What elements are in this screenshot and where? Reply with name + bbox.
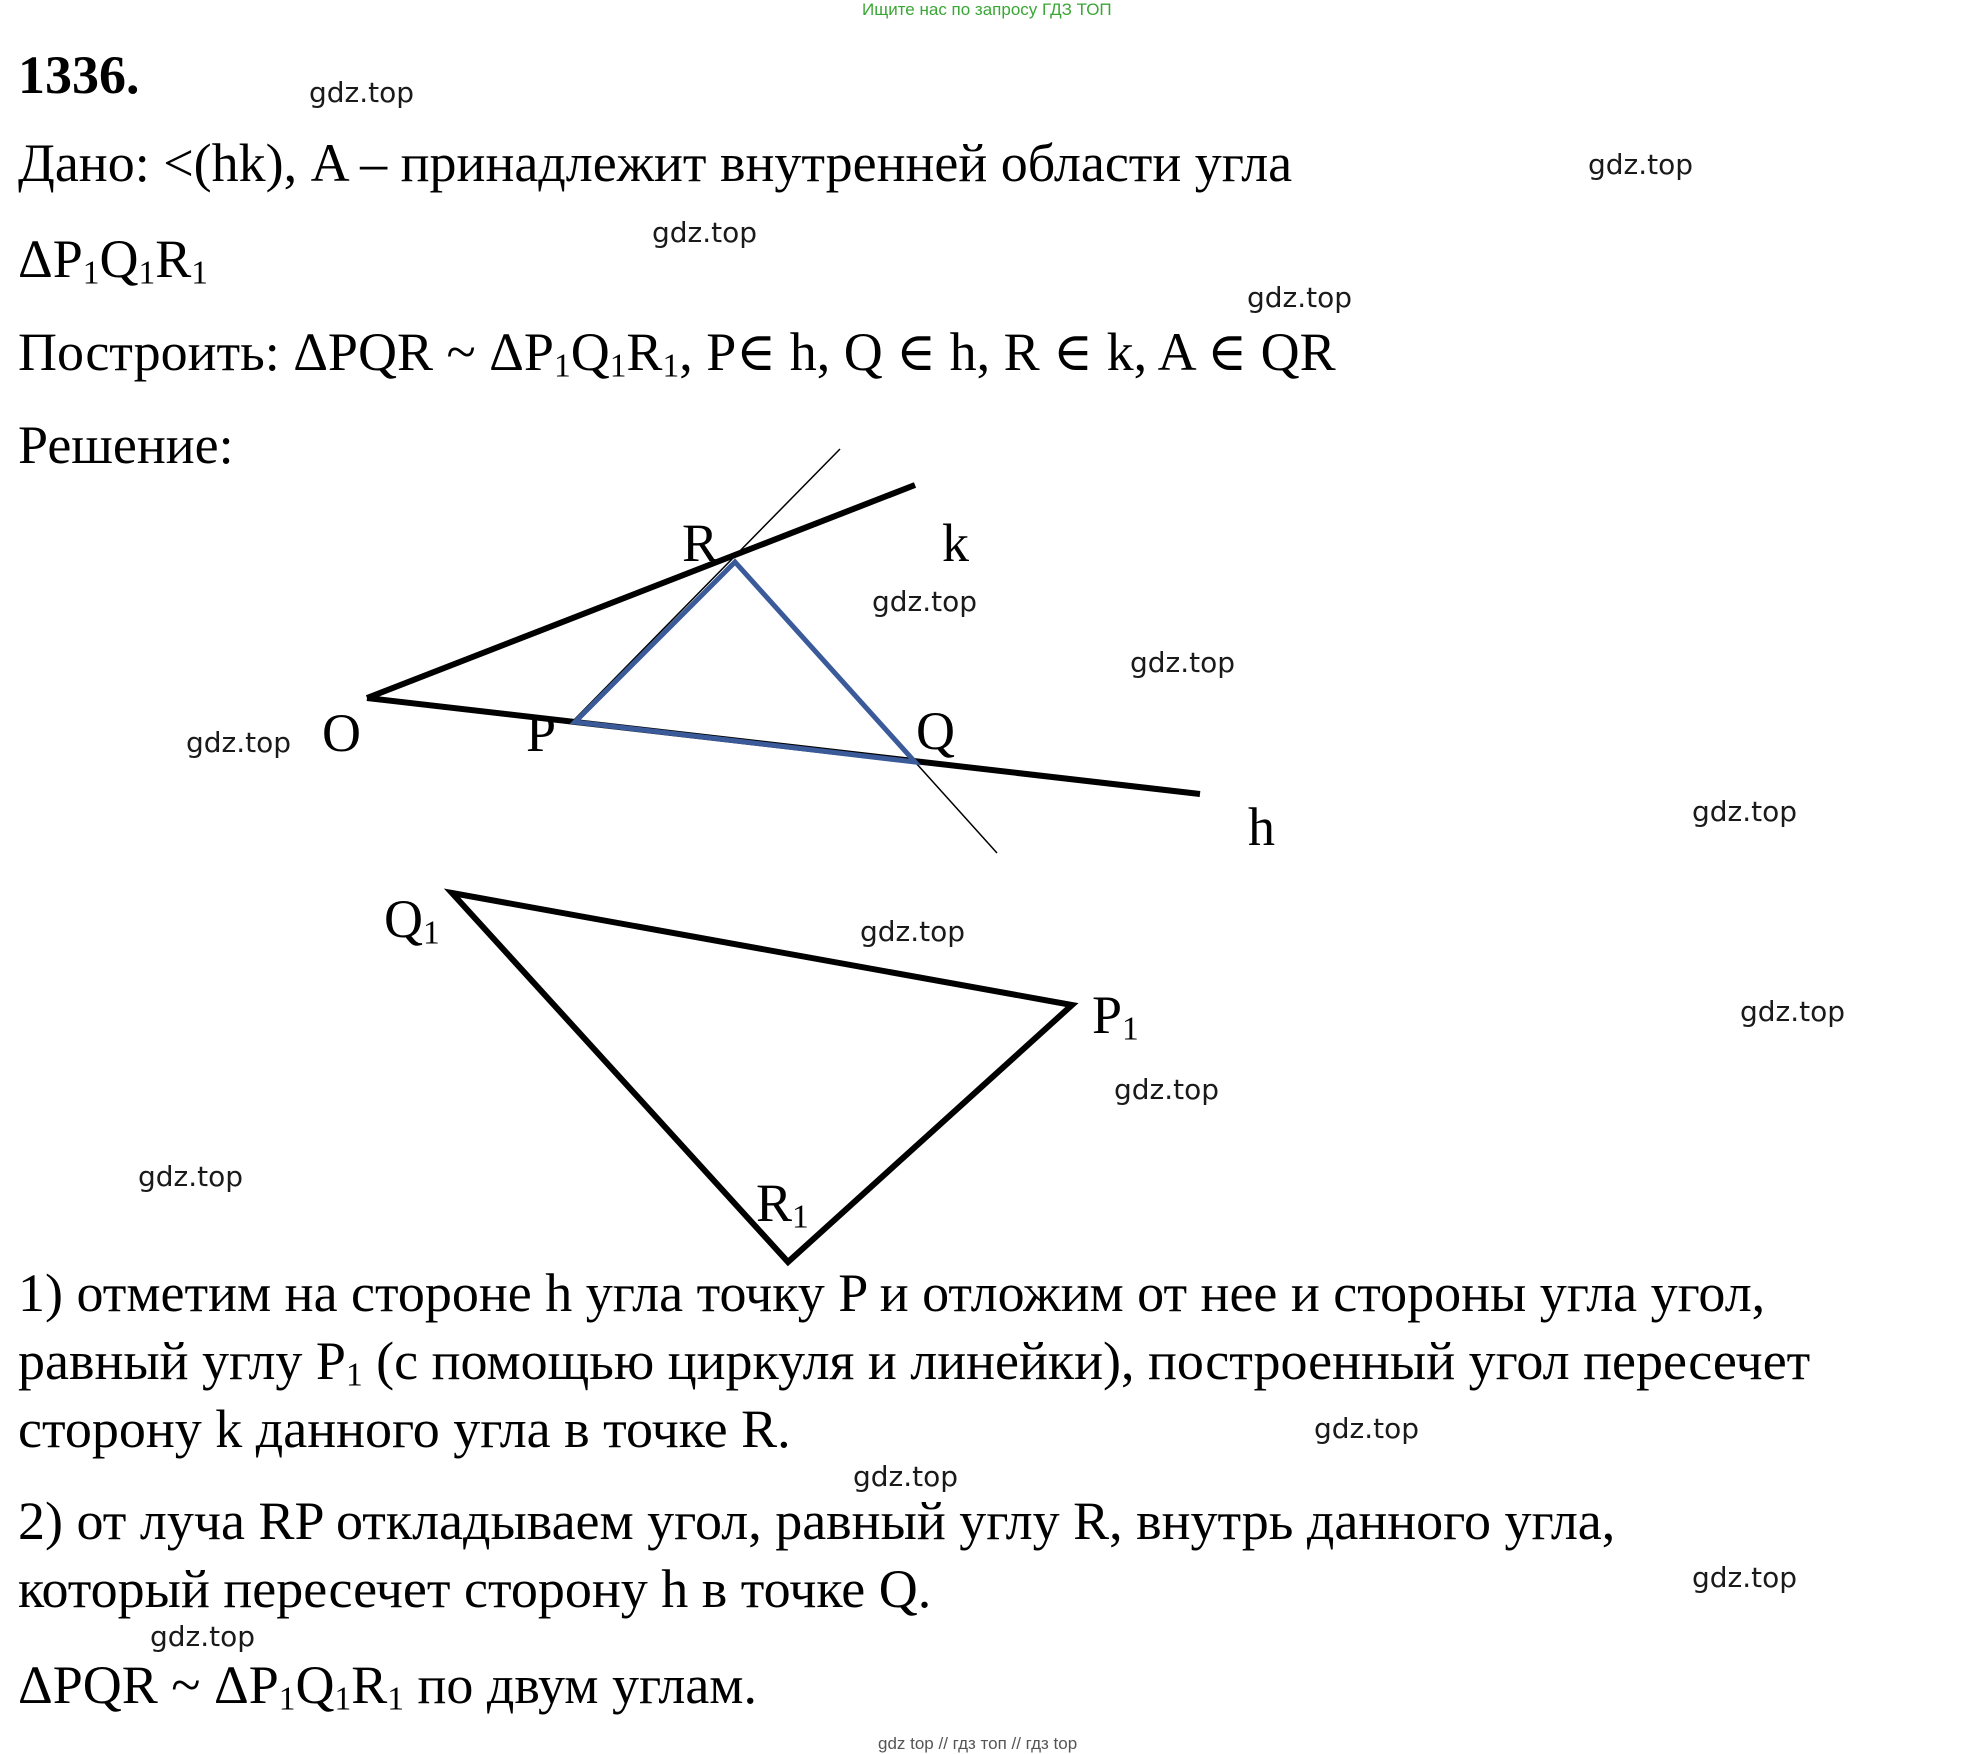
step-2-line-2: который пересечет сторону h в точке Q. (18, 1559, 932, 1619)
label-r: R (682, 513, 719, 573)
step-1-line-2: равный углу $P_1$ (с помощью циркуля и линейки), построенный угол пересечет (18, 1331, 1811, 1394)
watermark: gdz.top (186, 726, 292, 759)
watermark: gdz.top (652, 216, 758, 249)
label-p1: $P_1$ (1092, 985, 1139, 1048)
label-q1: $Q_1$ (384, 889, 440, 952)
watermark: gdz.top (1588, 148, 1694, 181)
site-banner: Ищите нас по запросу ГДЗ ТОП (862, 0, 1112, 19)
watermark: gdz.top (1692, 1561, 1798, 1594)
label-o: O (322, 703, 361, 763)
triangle-pqr (575, 562, 915, 762)
watermark: gdz.top (1114, 1073, 1220, 1106)
construction-line-r (572, 449, 840, 722)
conclusion-line: ΔPQR ~ $\Delta P_1Q_1R_1$ по двум углам. (18, 1655, 757, 1718)
label-p: P (526, 703, 557, 763)
watermark: gdz.top (1130, 646, 1236, 679)
label-r1: $R_1$ (756, 1173, 809, 1236)
step-1-line-1: 1) отметим на стороне h угла точку P и отложим от нее и стороны угла угол, (18, 1263, 1766, 1323)
ray-k (367, 485, 915, 698)
watermark: gdz.top (1247, 281, 1353, 314)
given-line-1: Дано: <(hk), A – принадлежит внутренней области угла (18, 133, 1293, 193)
step-1-line-3: сторону k данного угла в точке R. (18, 1399, 791, 1459)
watermark: gdz.top (309, 76, 415, 109)
watermark: gdz.top (853, 1460, 959, 1493)
given-line-2: $\Delta P_1Q_1R_1$ (18, 229, 208, 292)
footer-links: gdz top // гдз топ // гдз top (878, 1734, 1078, 1753)
problem-number: 1336. (18, 45, 140, 105)
construct-line: Построить: ΔPQR ~ $\Delta P_1Q_1R_1$, P∈ h, Q ∈ h, R ∈ k, A ∈ QR (18, 322, 1336, 385)
label-h: h (1248, 797, 1275, 857)
watermark: gdz.top (872, 585, 978, 618)
watermark: gdz.top (1740, 995, 1846, 1028)
watermark: gdz.top (1692, 795, 1798, 828)
watermark: gdz.top (150, 1620, 256, 1653)
watermark: gdz.top (860, 915, 966, 948)
watermark: gdz.top (1314, 1412, 1420, 1445)
solution-label: Решение: (18, 415, 234, 475)
watermark: gdz.top (138, 1160, 244, 1193)
label-k: k (942, 513, 969, 573)
step-2-line-1: 2) от луча RP откладываем угол, равный углу R, внутрь данного угла, (18, 1491, 1616, 1551)
label-q: Q (916, 701, 955, 761)
